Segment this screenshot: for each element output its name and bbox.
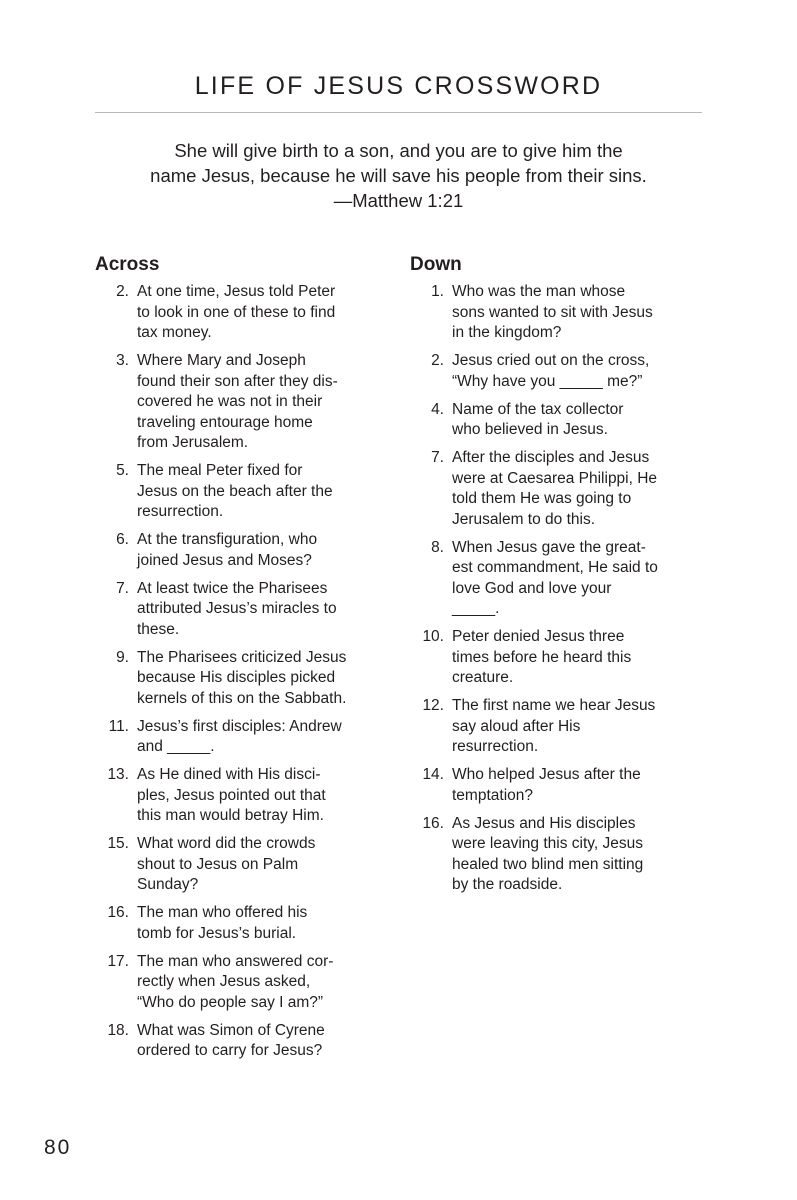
clue-item [95,648,395,710]
clue-item [410,696,710,758]
clue-line: say aloud after His [452,717,581,735]
clue-item [95,461,395,523]
clue-number: 9. [116,648,129,666]
clue-text [137,282,395,344]
clue-text [452,351,710,392]
clue-text [452,765,710,806]
clue-number: 11. [108,717,129,735]
clue-text [452,538,710,620]
clue-line: est commandment, He said to [452,559,658,576]
clue-line: sons wanted to sit with Jesus [452,303,653,321]
clue-line: Who helped Jesus after the [452,766,641,783]
clue-line: tax money. [137,324,212,341]
clue-number: 16. [107,904,129,921]
clue-text [137,530,395,571]
page-title: LIFE OF JESUS CROSSWORD [194,72,603,100]
clue-line: joined Jesus and Moses? [137,551,312,569]
clue-text [137,952,395,1014]
clue-number: 14. [422,766,444,783]
clue-line: What was Simon of Cyrene [137,1021,325,1039]
clue-item [95,351,395,454]
clue-line: this man would betray Him. [137,807,324,824]
clue-item [95,903,395,944]
clue-line: love God and love your [452,579,612,597]
clue-line: When Jesus gave the great- [452,538,646,556]
clue-line: Name of the tax collector [452,400,624,418]
clue-line: At least twice the Pharisees [137,579,328,597]
clue-line: Who was the man whose [452,283,626,300]
clue-line: by the roadside. [452,876,563,893]
clue-item [410,627,710,689]
clue-line: kernels of this on the Sabbath. [137,689,347,707]
clue-line: in the kingdom? [452,324,562,341]
clue-number: 2. [116,283,129,300]
clue-text [137,648,395,710]
clue-text [137,903,395,944]
clue-line: The man who offered his [137,904,308,921]
down-clues-column [410,252,710,903]
clue-line: _____. [452,600,500,617]
clue-text [137,765,395,827]
clue-text [137,1021,395,1062]
down-heading: Down [410,254,462,275]
clue-item [95,765,395,827]
clue-number: 7. [431,449,444,466]
clue-line: Sunday? [137,876,199,893]
clue-number: 10. [422,628,444,645]
clue-number: 13. [107,766,129,783]
clue-line: rectly when Jesus asked, [137,973,311,990]
clue-number: 8. [431,538,444,556]
clue-text [137,579,395,641]
clue-line: covered he was not in their [137,393,323,410]
clue-text [452,696,710,758]
clue-line: Jesus cried out on the cross, [452,352,650,369]
clue-line: told them He was going to [452,490,632,507]
clue-item [95,579,395,641]
scripture-line: name Jesus, because he will save his people from their sins. [150,165,647,186]
clue-line: were leaving this city, Jesus [452,835,643,852]
clue-text [452,282,710,344]
clue-number: 6. [116,531,129,548]
clue-line: Where Mary and Joseph [137,352,306,369]
clue-number: 18. [107,1021,129,1039]
clue-number: 5. [116,462,129,479]
clue-item [410,538,710,620]
clue-line: resurrection. [137,503,224,520]
clue-line: tomb for Jesus’s burial. [137,924,297,942]
clue-line: Jerusalem to do this. [452,510,596,528]
clue-line: from Jerusalem. [137,434,249,451]
clue-line: because His disciples picked [137,669,336,686]
clue-line: The man who answered cor- [137,952,334,970]
clue-text [137,834,395,896]
clue-line: found their son after they dis- [137,372,338,390]
clue-number: 12. [422,697,444,714]
clue-text [137,461,395,523]
clue-item [95,1021,395,1062]
clue-text [452,448,710,530]
clue-line: Jesus’s first disciples: Andrew [137,717,342,735]
clue-line: times before he heard this [452,648,632,666]
clue-line: The Pharisees criticized Jesus [137,648,347,666]
clue-line: and _____. [137,738,215,755]
clue-line: attributed Jesus’s miracles to [137,600,337,617]
clue-item [410,282,710,344]
clue-line: healed two blind men sitting [452,855,644,873]
clue-item [410,448,710,530]
scripture-line: She will give birth to a son, and you are to give him the [174,140,623,161]
across-heading: Across [95,254,160,275]
clue-number: 17. [107,952,129,970]
clue-line: who believed in Jesus. [452,421,608,438]
clue-line: “Who do people say I am?” [137,993,324,1011]
clue-text [452,627,710,689]
clue-text [452,814,710,896]
clue-item [95,834,395,896]
clue-number: 16. [422,814,444,832]
clue-item [95,530,395,571]
scripture-reference: —Matthew 1:21 [333,190,464,211]
scripture-quote [95,138,702,213]
clue-item [410,814,710,896]
clue-item [410,351,710,392]
clue-line: What word did the crowds [137,835,316,852]
clue-item [95,282,395,344]
clue-line: Peter denied Jesus three [452,628,625,645]
clue-line: these. [137,620,180,638]
clue-line: At the transfiguration, who [137,531,318,548]
clue-text [137,351,395,454]
clue-line: ples, Jesus pointed out that [137,786,326,804]
clue-number: 2. [431,352,444,369]
clue-number: 4. [431,400,444,418]
clue-item [410,400,710,441]
clue-line: creature. [452,669,514,686]
clue-line: were at Caesarea Philippi, He [452,469,658,487]
down-clue-list [410,282,710,896]
across-clues-column [95,252,395,1069]
clue-number: 3. [116,352,129,369]
clue-item [95,717,395,758]
clue-line: ordered to carry for Jesus? [137,1042,323,1059]
clue-number: 1. [431,283,444,300]
clue-text [137,717,395,758]
clue-number: 15. [107,835,129,852]
page-number: 80 [44,1136,72,1159]
clue-number: 7. [116,579,129,597]
clue-item [95,952,395,1014]
clue-line: At one time, Jesus told Peter [137,283,336,300]
clue-line: As He dined with His disci- [137,766,321,783]
title-divider [95,112,702,113]
clue-text [452,400,710,441]
clue-line: The meal Peter fixed for [137,462,303,479]
clue-line: shout to Jesus on Palm [137,855,299,873]
clue-line: traveling entourage home [137,413,313,431]
clue-line: to look in one of these to find [137,303,336,321]
clue-line: The first name we hear Jesus [452,697,656,714]
clue-line: “Why have you _____ me?” [452,372,643,390]
clue-line: Jesus on the beach after the [137,482,333,500]
clue-item [410,765,710,806]
clue-line: As Jesus and His disciples [452,814,636,832]
clue-line: resurrection. [452,738,539,755]
clue-line: temptation? [452,786,533,804]
across-clue-list [95,282,395,1062]
clue-line: After the disciples and Jesus [452,449,650,466]
